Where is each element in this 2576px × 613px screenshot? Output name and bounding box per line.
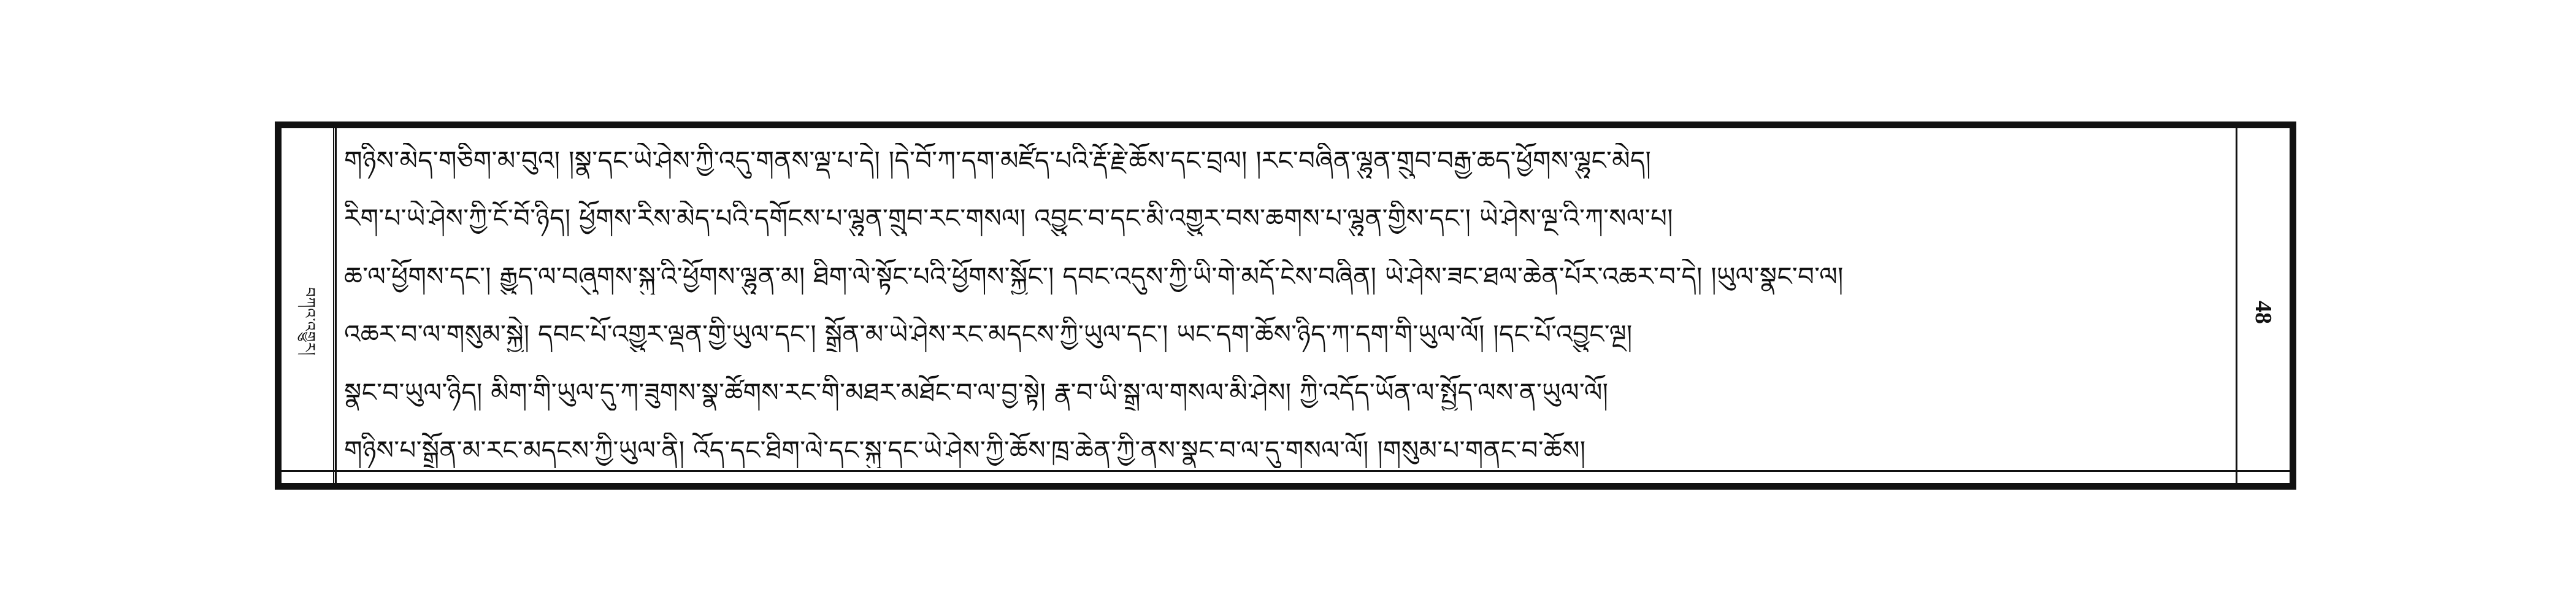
page-number xyxy=(2246,282,2280,343)
text-line-5: སྣང་བ་ཡུལ་ཉིད། མིག་གི་ཡུལ་དུ་ཀ་ཟུགས་སྣ་ཚོགས་རང་གི་མཐར་མཐོང་བ་ལ་བྱ་སྟེ། རྣ་བ་ཡི་སྒྲ་ལ་གསལ་མི་ཤེས། ཀྱི་འདོད་ཡོན་ལ་སྤྱོད་ལས་ན་ཡུལ་ལོ། xyxy=(344,377,1609,407)
folio-page xyxy=(275,121,2296,490)
text-line-2: རིག་པ་ཡེ་ཤེས་ཀྱི་ངོ་བོ་ཉིད། ཕྱོགས་རིས་མེད་པའི་དགོངས་པ་ལྷུན་གྲུབ་རང་གསལ། འབྱུང་བ་དང་མི་འགྱུར་བས་ཆགས་པ་ལྷུན་གྱིས་དང་། ཡེ་ཤེས་ལྔ་འི་ཀ་སལ་པ། xyxy=(344,203,1673,234)
left-margin xyxy=(282,128,337,483)
text-line-1: གཉིས་མེད་གཅིག་མ་བུའ། །སྣ་དང་ཡེ་ཤེས་ཀྱི་འདུ་གནས་ལྡ་པ་དེ། །དེ་བོ་ཀ་དག་མཛོད་པའི་རྡོ་རྗེ་ཆོས་དང་བྲལ། །རང་བཞིན་ལྷུན་གྲུབ་བརྒྱ་ཆད་ཕྱོགས་ལྷུང་མེད། xyxy=(344,145,1652,175)
tibetan-text-block xyxy=(344,143,2227,468)
margin-title-text: བཀའ་འགྱུར། xyxy=(301,287,318,357)
text-line-4: འཆར་བ་ལ་གསུམ་སྐྱེ། དབང་པོ་འགྱུར་ལྡན་གྱི་ཡུལ་དང་། སྒྲོན་མ་ཡེ་ཤེས་རང་མདངས་ཀྱི་ཡུལ་དང་། ཡང་དག་ཆོས་ཉིད་ཀ་དག་གི་ཡུལ་ལོ། །དང་པོ་འབྱུང་ལྔ། xyxy=(344,319,1633,350)
margin-title xyxy=(291,269,328,374)
page-number-text: 48 xyxy=(2250,301,2276,324)
text-line-3: ཆ་ལ་ཕྱོགས་དང་། རྒྱུད་ལ་བཞུགས་སྐུ་འི་ཕྱོགས་ལྷུན་མ། ཐིག་ལེ་སྟོང་པའི་ཕྱོགས་སྐྱོང་། དབང་འདུས་ཀྱི་ཡི་གེ་མདོ་ངེས་བཞིན། ཡེ་ཤེས་ཟང་ཐལ་ཆེན་པོར་འཆར་བ་དེ། །ཡུལ་སྣང་བ་ལ། xyxy=(344,261,1844,291)
right-margin xyxy=(2236,128,2290,483)
text-line-6: གཉིས་པ་སྒྲོན་མ་རང་མདངས་ཀྱི་ཡུལ་ནི། འོད་དང་ཐིག་ལེ་དང་སྐུ་དང་ཡེ་ཤེས་ཀྱི་ཆོས་ཁྲ་ཆེན་ཀྱི་ནས་སྣང་བ་ལ་དུ་གསལ་ལོ། །གསུམ་པ་གནང་བ་ཆོས། xyxy=(344,434,1586,465)
left-margin-rule xyxy=(333,128,334,483)
